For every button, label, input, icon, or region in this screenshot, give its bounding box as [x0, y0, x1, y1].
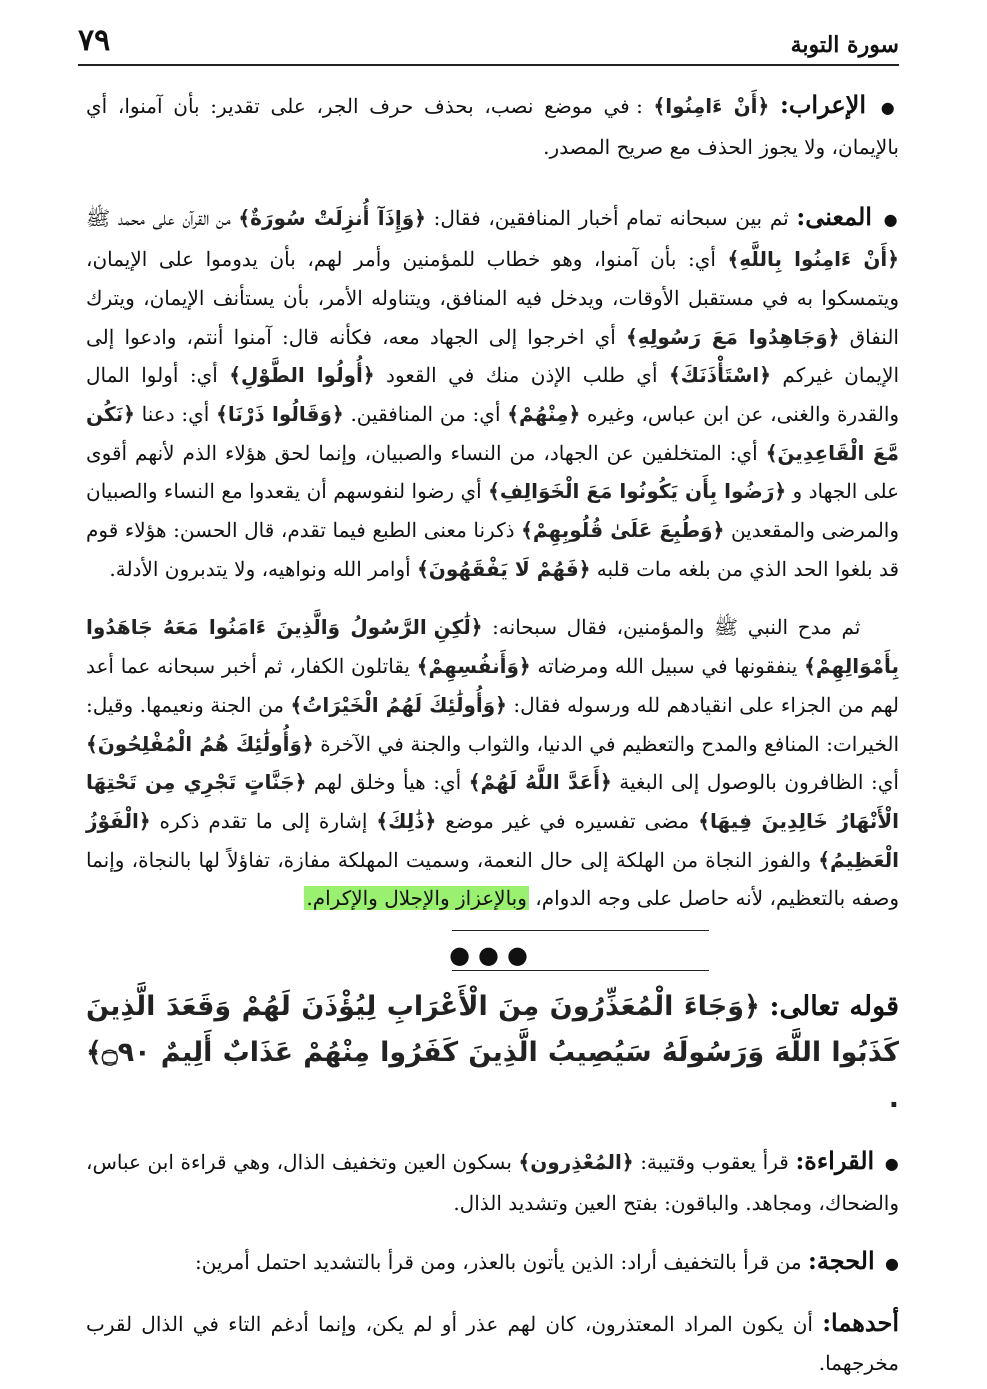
ma3na-text: ذكرنا معنى الطبع فيما تقدم، قال الحسن: هؤلاء قوم قد بلغوا الحد الذي من بلغه مات قلبه	[86, 518, 899, 581]
quran-quote: ﴿اسْتَأْذَنَكَ﴾	[668, 363, 771, 388]
ma3na-text: أي رضوا لنفوسهم أن يقعدوا مع النساء والصبيان والمرضى والمقعدين	[86, 479, 900, 543]
madh-text: يقاتلون الكفار، ثم أخبر سبحانه عما أعد لهم من الجزاء على انقيادهم لله ورسوله فقال:	[86, 654, 900, 717]
qiraa-text: قرأ يعقوب وقتيبة:	[640, 1150, 789, 1175]
quran-quote: ﴿ذَٰلِكَ﴾	[376, 808, 437, 833]
ma3na-text: أي: بأن آمنوا، وهو خطاب للمؤمنين وأمر لهم، بأن يدوموا على الإيمان، ويتمسكوا به في مستقبل الأوقات، ويدخل فيه المنافق، ويتناوله الأمر، بأن يستأنف الإيمان، ويترك النفاق	[86, 247, 899, 349]
madh-text: ثم مدح النبي ﷺ والمؤمنين، فقال سبحانه:	[492, 615, 861, 640]
i3rab-paragraph	[86, 86, 899, 166]
madh-text: من الجنة ونعيمها. وقيل: الخيرات: المنافع والمدح والتعظيم في الدنيا، والثواب والجنة في الآخرة	[86, 692, 899, 756]
hujja-label: الحجة:	[807, 1246, 875, 1276]
i3rab-text: : في موضع نصب، بحذف حرف الجر، على تقدير: بأن آمنوا، أي بالإيمان، ولا يجوز الحذف مع صريح المصدر.	[86, 94, 899, 159]
page-header	[78, 20, 899, 66]
quran-quote: ﴿وَطُبِعَ عَلَىٰ قُلُوبِهِمْ﴾	[521, 518, 725, 543]
quran-quote: ﴿وَأُولَٰئِكَ هُمُ الْمُفْلِحُونَ﴾	[86, 731, 314, 756]
page-number: ٧٩	[78, 23, 111, 58]
quran-quote: ﴿فَهُمْ لَا يَفْقَهُونَ﴾	[417, 556, 591, 581]
quran-quote: ﴿لَٰكِنِ الرَّسُولُ وَالَّذِينَ ءَامَنُوا مَعَهُ جَاهَدُوا بِأَمْوَالِهِمْ﴾	[86, 615, 900, 679]
quran-quote: ﴿مِنْهُمْ﴾	[507, 401, 581, 426]
bullet-icon: ●	[885, 1254, 899, 1274]
madh-paragraph	[86, 608, 899, 918]
ma3na-text: أي طلب الإذن منك في القعود	[386, 363, 658, 388]
verse-label: قوله تعالى:	[769, 991, 899, 1023]
hujja-paragraph	[86, 1242, 899, 1284]
bullet-icon: ●	[884, 1154, 900, 1174]
quran-quote: ﴿أَعَدَّ اللَّهُ لَهُمْ﴾	[468, 770, 612, 795]
ahaduhuma-paragraph	[86, 1304, 899, 1382]
divider-line	[452, 930, 709, 931]
surah-title: سورة التوبة	[790, 32, 899, 58]
quran-quote: ﴿وَجَاهِدُوا مَعَ رَسُولِهِ﴾	[626, 324, 840, 349]
quran-quote: ﴿وَقَالُوا ذَرْنَا﴾	[216, 401, 344, 426]
madh-text: أي: الظافرون بالوصول إلى البغية	[619, 770, 899, 795]
ma3na-text: ثم بين سبحانه تمام أخبار المنافقين، فقال:	[433, 206, 789, 231]
qiraa-label: القراءة:	[795, 1146, 875, 1176]
quran-quote: ﴿وَإِذَآ أُنزِلَتْ سُورَةٌ﴾	[238, 206, 426, 231]
madh-text: أي: هيأ وخلق لهم	[313, 770, 462, 795]
quran-quote: ﴿رَضُوا بِأَن يَكُونُوا مَعَ الْخَوَالِفِ﴾	[488, 479, 787, 504]
madh-text: مضى تفسيره في غير موضع	[445, 808, 690, 833]
section-divider	[86, 918, 899, 984]
ma3na-text: أي: من المنافقين.	[350, 401, 501, 426]
quran-quote: ﴿أَنْ ءَامِنُوا بِاللَّهِ﴾	[727, 247, 899, 272]
quran-quote: ﴿المُعْذِرون﴾	[518, 1150, 634, 1175]
ma3na-text: أي: دعنا	[141, 401, 210, 426]
ma3na-text: أي اخرجوا إلى الجهاد معه، فكأنه قال: آمنوا أنتم، وادعوا إلى الإيمان غيركم	[86, 324, 900, 388]
quran-quote: ﴿جَنَّاتٍ تَجْرِي مِن تَحْتِهَا الْأَنْهَارُ خَالِدِينَ فِيهَا﴾	[86, 770, 899, 833]
ma3na-label: المعنى:	[796, 202, 872, 232]
divider-dots: ●●●	[449, 941, 536, 970]
ahaduhuma-text: أن يكون المراد المعتذرون، كان لهم عذر أو لم يكن، وإنما أدغم التاء في الذال لقرب مخرجهما.	[86, 1312, 899, 1375]
quran-quote: ﴿الْفَوْزُ الْعَظِيمُ﴾	[86, 808, 899, 872]
qiraa-paragraph	[86, 1142, 899, 1222]
quran-quote: ﴿أَنْ ءَامِنُوا﴾	[653, 94, 770, 118]
bullet-icon: ●	[883, 210, 899, 230]
highlighted-text: وبالإعزاز والإجلال والإكرام.	[306, 886, 527, 911]
verse-text: ﴿وَجَاءَ الْمُعَذِّرُونَ مِنَ الْأَعْرَابِ لِيُؤْذَنَ لَهُمْ وَقَعَدَ الَّذِينَ كَذَبُوا اللَّهَ وَرَسُولَهُ سَيُصِيبُ الَّذِينَ كَفَرُوا مِنْهُمْ عَذَابٌ أَلِيمٌ ۝٩٠﴾ .	[86, 991, 899, 1115]
ma3na-text: من القرآن على محمد ﷺ	[86, 206, 231, 231]
madh-text: إشارة إلى ما تقدم ذكره	[159, 808, 368, 833]
page-body	[86, 86, 899, 1383]
quran-quote: ﴿أُولُوا الطَّوْلِ﴾	[229, 363, 375, 388]
quran-quote: ﴿وَأُولَٰئِكَ لَهُمُ الْخَيْرَاتُ﴾	[290, 692, 507, 717]
ma3na-text: أي: أولوا المال والقدرة والغنى، عن ابن عباس، وغيره	[86, 363, 900, 426]
quran-quote: ﴿وَأَنفُسِهِمْ﴾	[416, 654, 531, 679]
madh-text: والفوز النجاة من الهلكة إلى حال النعمة، وسميت المهلكة مفازة، تفاؤلاً لها بالنجاة، وإنما وصفه بالتعظيم، لأنه حاصل على وجه الدوام،	[86, 847, 899, 911]
ma3na-text: أي: المتخلفين عن الجهاد، من النساء والصبيان، وإنما لحق هؤلاء الذم لأنهم أقوى على الجهاد و	[86, 440, 900, 504]
bullet-icon: ●	[880, 98, 900, 117]
ma3na-paragraph	[86, 198, 899, 588]
verse-paragraph	[86, 984, 899, 1122]
ahaduhuma-label: أحدهما:	[822, 1308, 899, 1338]
qiraa-text: بسكون العين وتخفيف الذال، وهي قراءة ابن عباس، والضحاك، ومجاهد. والباقون: بفتح العين وتشديد الذال.	[86, 1150, 899, 1215]
madh-text: ينفقونها في سبيل الله ومرضاته	[537, 654, 798, 679]
ma3na-text: أوامر الله ونواهيه، ولا يتدبرون الأدلة.	[109, 556, 411, 581]
hujja-text: من قرأ بالتخفيف أراد: الذين يأتون بالعذر، ومن قرأ بالتشديد احتمل أمرين:	[194, 1250, 802, 1275]
i3rab-label: الإعراب:	[779, 90, 866, 119]
divider-line	[452, 970, 709, 971]
quran-quote: ﴿نَكُن مَّعَ الْقَاعِدِينَ﴾	[86, 401, 900, 465]
